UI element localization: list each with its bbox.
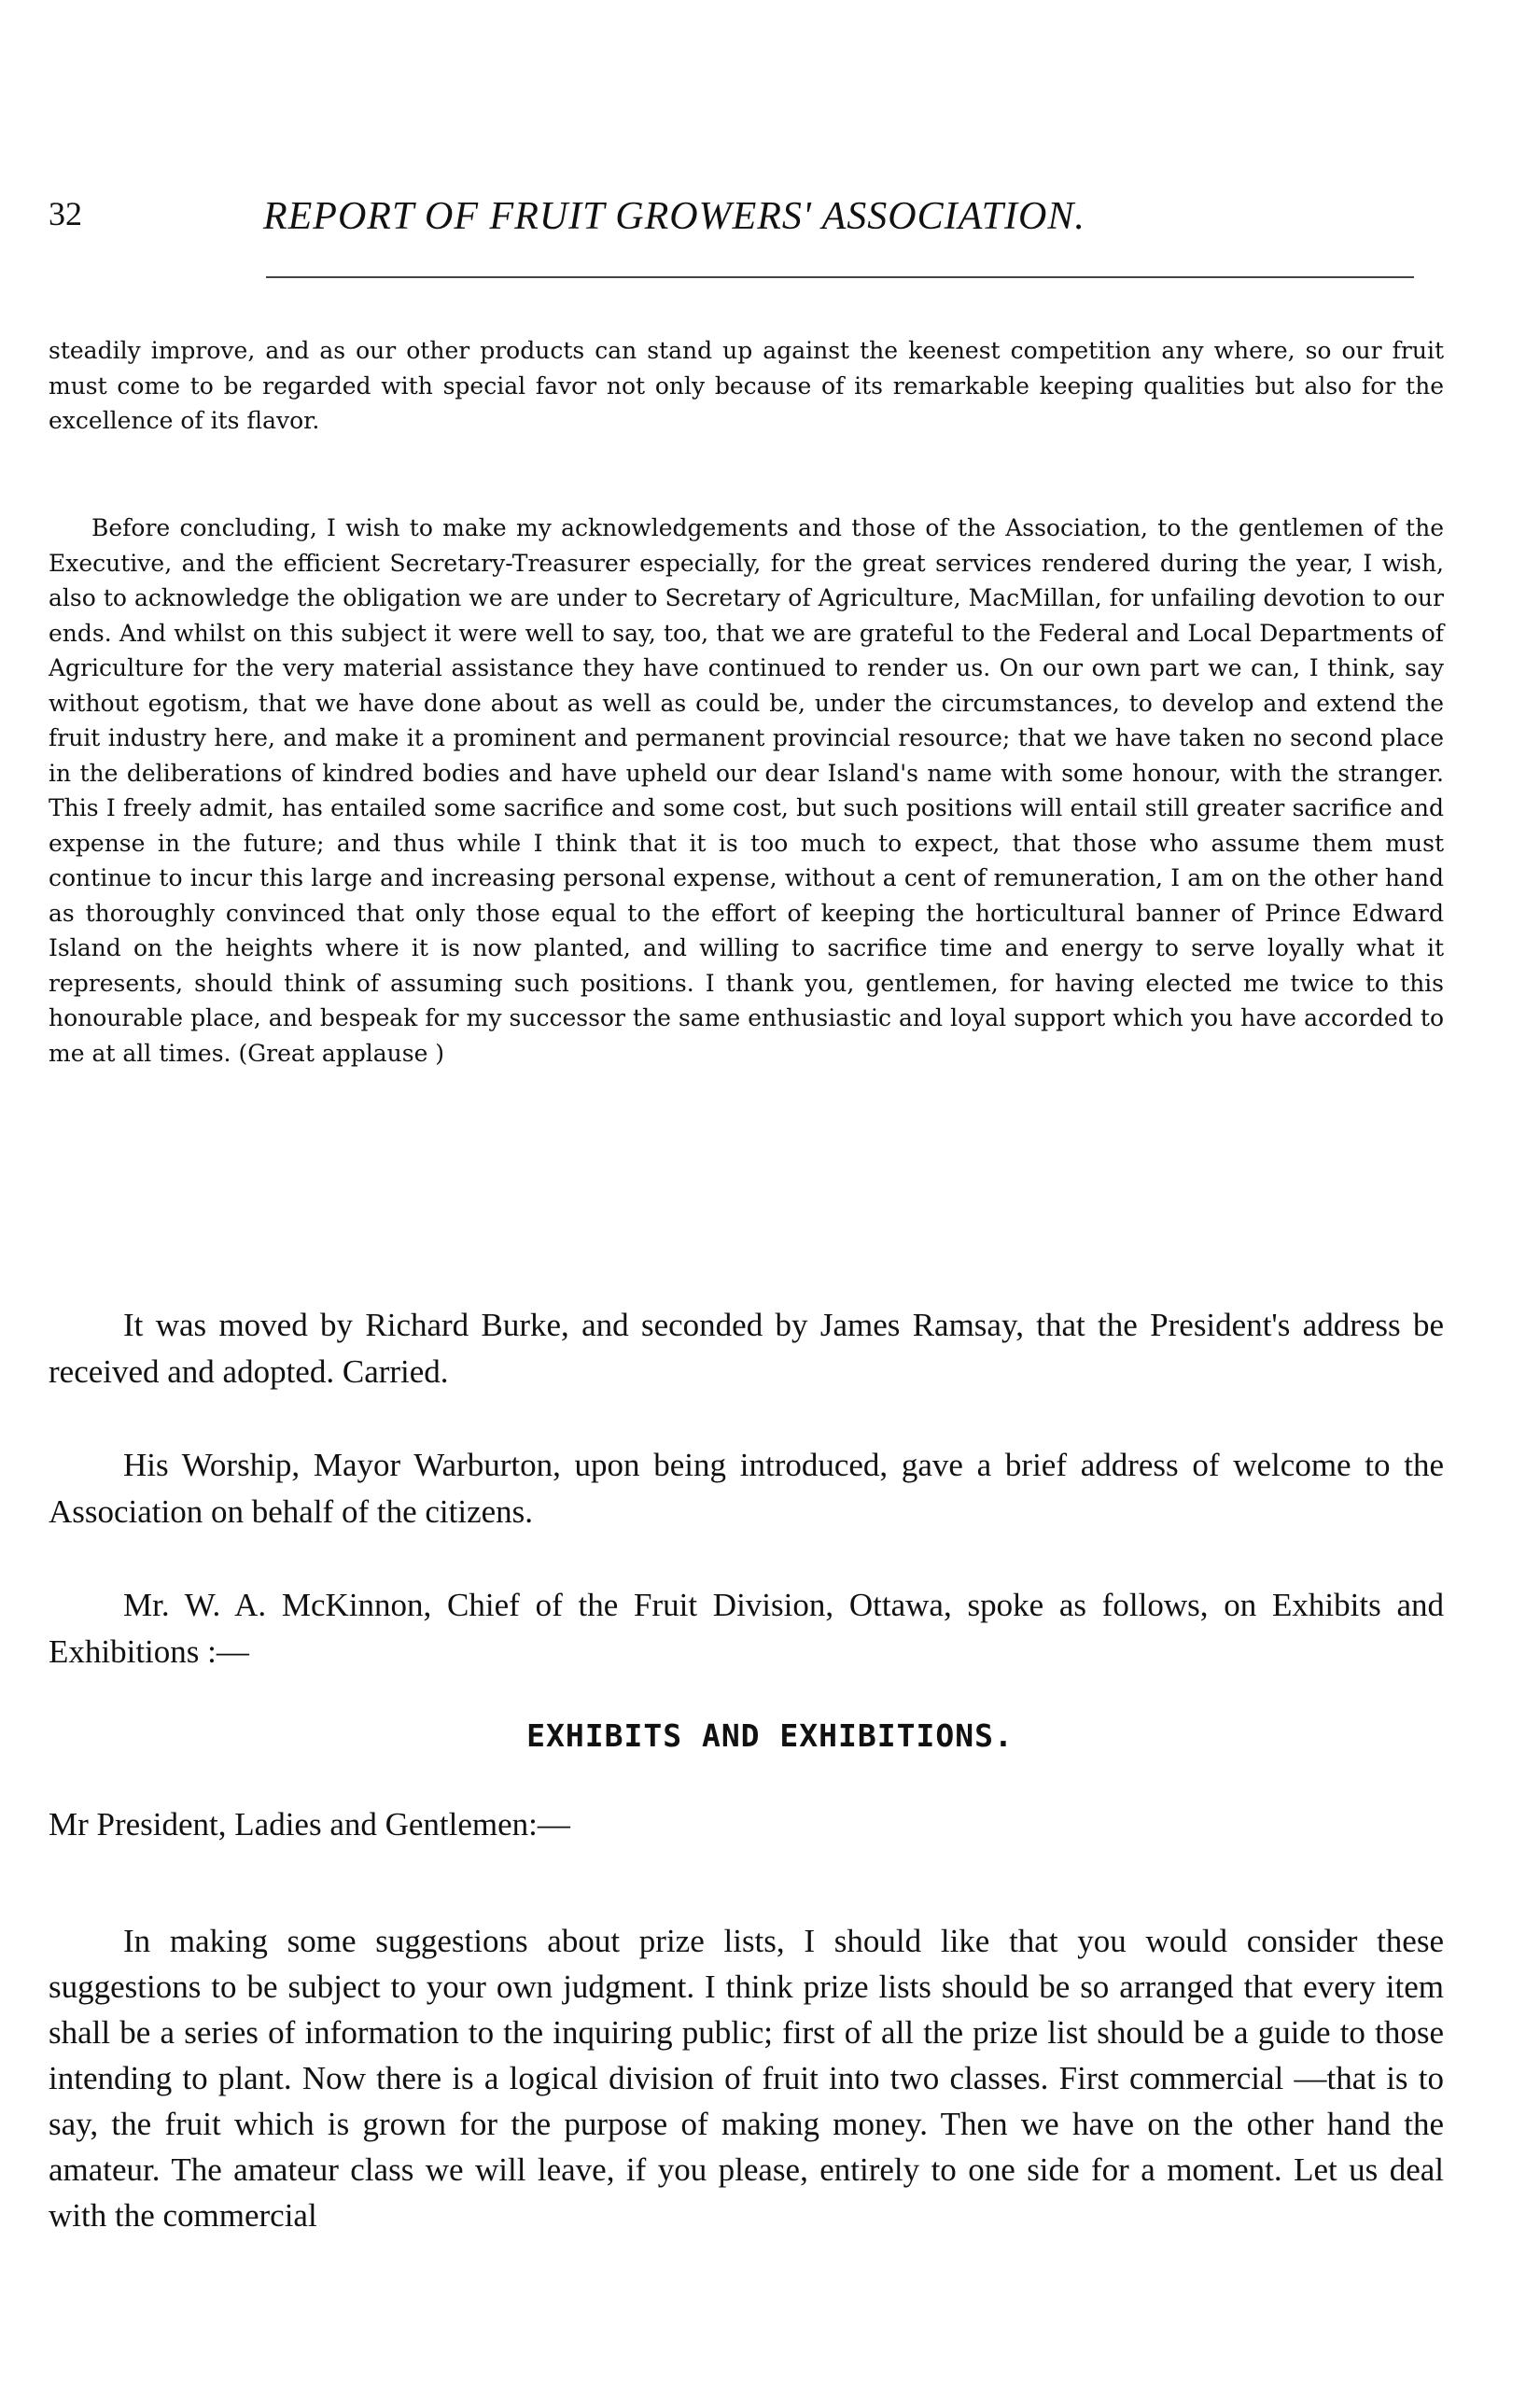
page-header — [49, 194, 1449, 250]
paragraph-mayor-welcome: His Worship, Mayor Warburton, upon being introduced, gave a brief address of welcome to the Association on behalf of the citizens. — [49, 1447, 1444, 1530]
salutation: Mr President, Ladies and Gentlemen:— — [49, 1806, 570, 1843]
header-rule — [266, 276, 1414, 278]
paragraph-speaker-intro: Mr. W. A. McKinnon, Chief of the Fruit Division, Ottawa, spoke as follows, on Exhibits and Exhibitions :— — [49, 1587, 1444, 1670]
paragraph-motion: It was moved by Richard Burke, and seconded by James Ramsay, that the President's address be received and adopted. Carried. — [49, 1307, 1444, 1390]
section-heading: EXHIBITS AND EXHIBITIONS. — [526, 1717, 1014, 1754]
page-number: 32 — [49, 195, 82, 232]
paragraph-continuation: steadily improve, and as our other products can stand up against the keenest competition any where, so our fruit must come to be regarded with special favor not only because of its remarkable keeping qualities but also for the excellence of its flavor. — [49, 337, 1444, 434]
paragraph-prize-lists: In making some suggestions about prize lists, I should like that you would consider these suggestions to be subject to your own judgment. I think prize lists should be so arranged that every item shall be a series of information to the inquiring public; first of all the prize list should be a guide to those intending to plant. Now there is a logical division of fruit into two classes. First commercial —that is to say, the fruit which is grown for the purpose of making money. Then we have on the other hand the amateur. The amateur class we will leave, if you please, entirely to one side for a moment. Let us deal with the commercial — [49, 1923, 1444, 2234]
running-title: REPORT OF FRUIT GROWERS' ASSOCIATION. — [263, 195, 1085, 238]
paragraph-acknowledgements: Before concluding, I wish to make my acknowledgements and those of the Association, to the gentlemen of the Executive, and the efficient Secretary-Treasurer especially, for the great services rendered during the year, I wish, also to acknowledge the obligation we are under to Secretary of Agriculture, MacMillan, for unfailing devotion to our ends. And whilst on this subject it were well to say, too, that we are grateful to the Federal and Local Departments of Agriculture for the very material assistance they have continued to render us. On our own part we can, I think, say without egotism, that we have done about as well as could be, under the circumstances, to develop and extend the fruit industry here, and make it a prominent and permanent provincial resource; that we have taken no second place in the deliberations of kindred bodies and have upheld our dear Island's name with some honour, with the stranger. This I freely admit, has entailed some sacrifice and some cost, but such positions will entail still greater sacrifice and expense in the future; and thus while I think that it is too much to expect, that those who assume them must continue to incur this large and increasing personal expense, without a cent of remuneration, I am on the other hand as thoroughly convinced that only those equal to the effort of keeping the horticultural banner of Prince Edward Island on the heights where it is now planted, and willing to sacrifice time and energy to serve loyally what it represents, should think of assuming such positions. I thank you, gentlemen, for having elected me twice to this honourable place, and bespeak for my successor the same enthusiastic and loyal support which you have accorded to me at all times. (Great applause ) — [49, 514, 1444, 1067]
